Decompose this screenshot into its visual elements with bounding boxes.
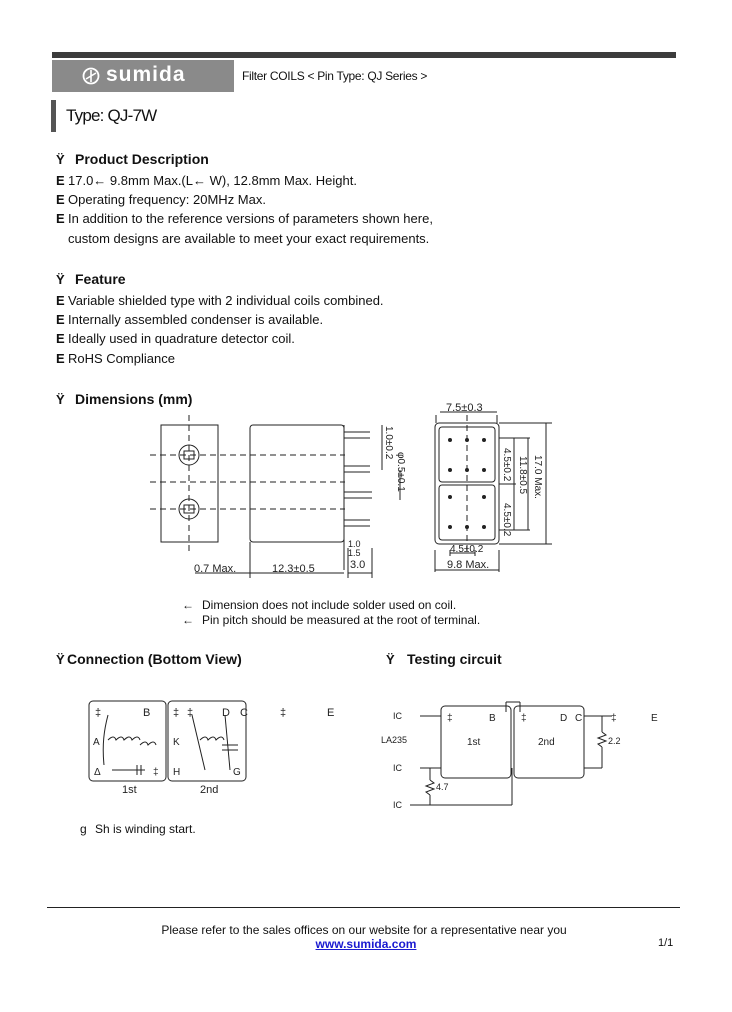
dimension-note: Dimension does not include solder used on coil. xyxy=(202,598,457,612)
dim-label-width-75: 7.5±0.3 xyxy=(446,402,483,414)
item-bullet: E xyxy=(56,351,65,366)
pin-label-c: C xyxy=(240,707,248,719)
section-bullet-icon: Ÿ xyxy=(386,652,395,667)
section-bullet-icon: Ÿ xyxy=(56,652,65,667)
test-label-ic: IC xyxy=(393,800,402,810)
description-line: In addition to the reference versions of parameters shown here, xyxy=(68,211,433,226)
pin-label: ‡ xyxy=(280,707,287,719)
dim-label-max07: 0.7 Max. xyxy=(194,563,237,575)
dim-label-height-170: 17.0 Max. xyxy=(532,455,543,499)
item-bullet: E xyxy=(56,331,65,346)
product-description-heading: Product Description xyxy=(75,151,209,167)
dimension-drawing xyxy=(150,398,570,583)
dim-label-pitch-b: 4.5±0.2 xyxy=(501,503,512,537)
test-label-resistor: 4.7 xyxy=(436,782,449,792)
section-bullet-icon: Ÿ xyxy=(56,392,65,407)
feature-line: Internally assembled condenser is available. xyxy=(68,312,324,327)
footer-text: Please refer to the sales offices on our website for a representative near you xyxy=(161,923,567,937)
item-bullet: E xyxy=(56,293,65,308)
winding-1st xyxy=(108,737,140,740)
coil-label-2nd: 2nd xyxy=(200,784,219,796)
pin-label-h: H xyxy=(173,767,181,778)
dim-label-pin-dia: φ0.5±0.1 xyxy=(395,452,406,492)
description-line: Operating frequency: 20MHz Max. xyxy=(68,192,266,207)
pin-label: Α xyxy=(93,737,100,748)
pin-label: ‡ xyxy=(173,707,180,719)
test-label-la235: LA235 xyxy=(381,735,408,745)
description-line: 17.0← 9.8mm Max.(L← W), 12.8mm Max. Height. xyxy=(68,173,357,188)
page-number: 1/1 xyxy=(658,937,674,949)
section-bullet-icon: Ÿ xyxy=(56,152,65,167)
item-bullet: E xyxy=(56,312,65,327)
testing-circuit-heading: Testing circuit xyxy=(407,651,502,667)
pin-label: ‡ xyxy=(187,707,194,719)
sumida-logo xyxy=(52,60,234,92)
dimensions-heading: Dimensions (mm) xyxy=(75,391,193,407)
header-title: Filter COILS < Pin Type: QJ Series > xyxy=(242,69,428,83)
item-bullet: E xyxy=(56,173,65,188)
feature-line: Ideally used in quadrature detector coil. xyxy=(68,331,295,346)
connection-diagram xyxy=(85,695,355,800)
footer-rule xyxy=(47,907,680,908)
note-bullet: ← xyxy=(182,613,194,627)
side-view-body xyxy=(250,425,344,542)
header-top-rule xyxy=(52,52,676,58)
test-pin-mark: ‡ xyxy=(611,713,617,724)
pin-label-e: E xyxy=(327,707,335,719)
connection-heading: Connection (Bottom View) xyxy=(67,651,242,667)
feature-heading: Feature xyxy=(75,271,126,287)
section-bullet-icon: Ÿ xyxy=(56,272,65,287)
pin-label-k: K xyxy=(173,737,180,748)
feature-line: Variable shielded type with 2 individual coils combined. xyxy=(68,293,384,308)
coil-label-1st: 1st xyxy=(122,784,137,796)
test-pin-mark: ‡ xyxy=(447,713,453,724)
test-label-resistor: 2.2 xyxy=(608,736,621,746)
pin-label-g: G xyxy=(233,767,241,778)
dim-label-pin-width: 1.0±0.2 xyxy=(383,426,394,460)
testing-circuit-diagram xyxy=(381,698,670,814)
test-pin-e: E xyxy=(651,713,658,724)
test-label-1st: 1st xyxy=(467,737,481,748)
feature-line: RoHS Compliance xyxy=(68,351,175,366)
dim-label-pitch-a: 4.5±0.2 xyxy=(501,448,512,482)
pin-label: Δ xyxy=(94,767,101,778)
test-pin-mark: ‡ xyxy=(521,713,527,724)
page-title: Type: QJ-7W xyxy=(66,106,157,125)
start-bullet: g xyxy=(80,822,87,836)
note-bullet: ← xyxy=(182,598,194,612)
pin-label-b: B xyxy=(143,707,151,719)
test-pin-c: C xyxy=(575,713,583,724)
dimension-note: Pin pitch should be measured at the root of terminal. xyxy=(202,613,481,627)
dim-label-15: 1.5 xyxy=(348,548,361,558)
dim-label-height-118: 11.8±0.5 xyxy=(517,456,528,495)
logo-text: sumida xyxy=(106,63,186,86)
winding-2nd xyxy=(200,737,224,740)
winding-start-note: Sh is winding start. xyxy=(95,822,196,836)
sumida-logo-icon xyxy=(82,67,100,85)
dim-label-pitch-w: 4.5±0.2 xyxy=(450,544,484,555)
item-bullet: E xyxy=(56,192,65,207)
dim-label-30: 3.0 xyxy=(350,559,366,571)
pin-label-d: D xyxy=(222,707,230,719)
footer-website-link[interactable]: www.sumida.com xyxy=(315,937,417,951)
test-pin-b: B xyxy=(489,713,496,724)
pin-label: ‡ xyxy=(95,707,102,719)
top-view-body xyxy=(161,425,218,542)
description-line: custom designs are available to meet your exact requirements. xyxy=(68,231,430,246)
dim-label-10: 1.0 xyxy=(348,539,361,549)
pin-label: ‡ xyxy=(153,767,159,778)
test-label-ic: IC xyxy=(393,711,402,721)
test-label-2nd: 2nd xyxy=(538,737,555,748)
type-accent-bar xyxy=(51,100,56,132)
dim-label-length: 12.3±0.5 xyxy=(272,563,315,575)
test-label-ic: IC xyxy=(393,763,402,773)
item-bullet: E xyxy=(56,211,65,226)
test-pin-d: D xyxy=(560,713,568,724)
dim-label-width-98: 9.8 Max. xyxy=(447,559,490,571)
